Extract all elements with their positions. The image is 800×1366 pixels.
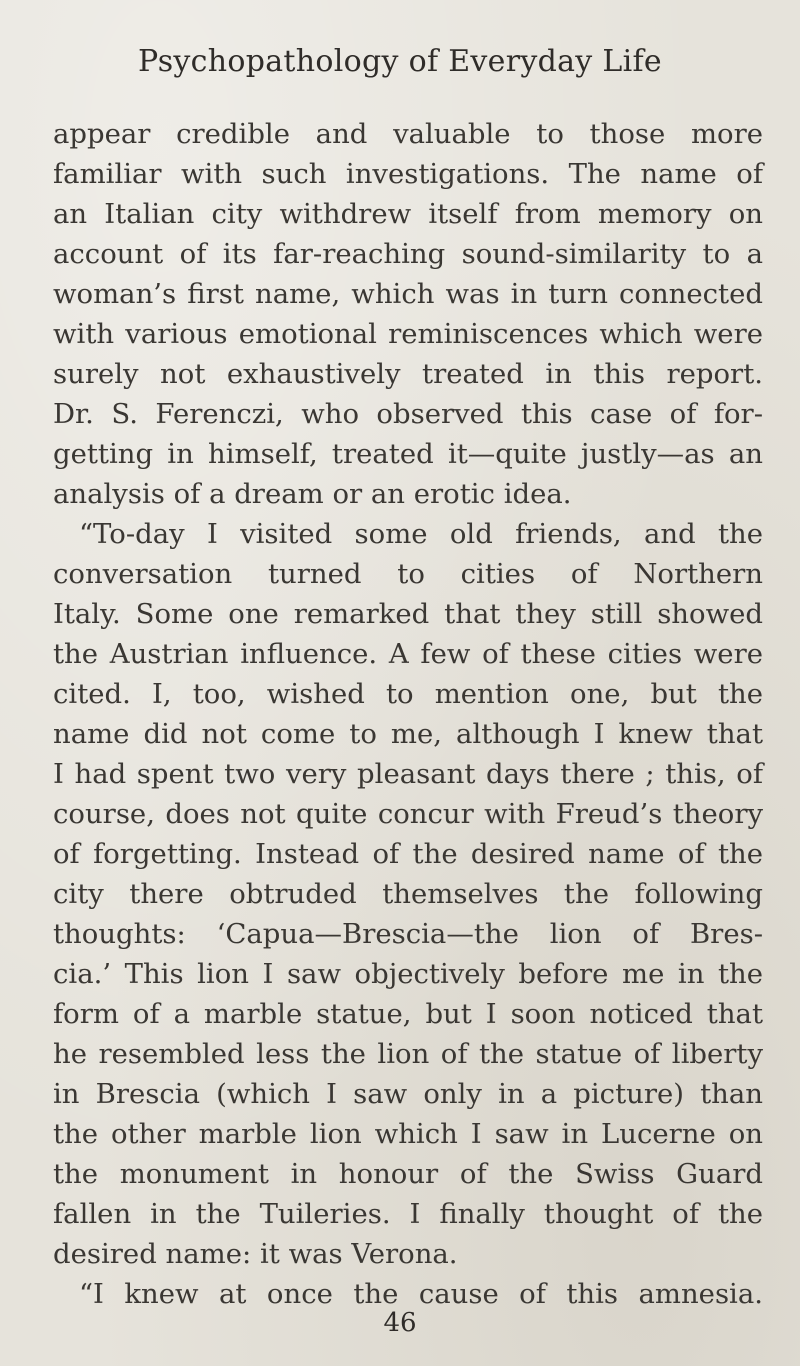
text-line: with various emotional reminiscences which were	[53, 318, 763, 350]
text-line: fallen in the Tuileries. I finally thought of the	[53, 1198, 763, 1230]
text-line: thoughts: ‘Capua—Brescia—the lion of Bres-	[53, 918, 763, 950]
text-line: city there obtruded themselves the following	[53, 878, 763, 910]
text-line: the other marble lion which I saw in Lucerne on	[53, 1118, 763, 1150]
text-line: conversation turned to cities of Northern	[53, 558, 763, 590]
text-line: cia.’ This lion I saw objectively before me in the	[53, 958, 763, 990]
text-line: course, does not quite concur with Freud’s theory	[53, 798, 763, 830]
text-line: in Brescia (which I saw only in a picture) than	[53, 1078, 763, 1110]
text-line: an Italian city withdrew itself from memory on	[53, 198, 763, 230]
text-line: I had spent two very pleasant days there ; this, of	[53, 758, 763, 790]
text-line: form of a marble statue, but I soon noticed that	[53, 998, 763, 1030]
text-line: appear credible and valuable to those more	[53, 118, 763, 150]
text-line: Dr. S. Ferenczi, who observed this case of for-	[53, 398, 763, 430]
text-line: name did not come to me, although I knew that	[53, 718, 763, 750]
text-line: of forgetting. Instead of the desired name of the	[53, 838, 763, 870]
text-line: surely not exhaustively treated in this report.	[53, 358, 763, 390]
text-line: “I knew at once the cause of this amnesia.	[79, 1278, 763, 1310]
text-line: the Austrian influence. A few of these cities were	[53, 638, 763, 670]
text-line: Italy. Some one remarked that they still showed	[53, 598, 763, 630]
text-line: cited. I, too, wished to mention one, but the	[53, 678, 763, 710]
text-line: getting in himself, treated it—quite justly—as an	[53, 438, 763, 470]
text-line: “To-day I visited some old friends, and the	[79, 518, 763, 550]
text-line: he resembled less the lion of the statue of liberty	[53, 1038, 763, 1070]
text-line: desired name: it was Verona.	[53, 1238, 458, 1270]
text-line: familiar with such investigations. The name of	[53, 158, 763, 190]
body-text	[53, 114, 763, 1314]
text-line: woman’s first name, which was in turn connected	[53, 278, 763, 310]
text-line: analysis of a dream or an erotic idea.	[53, 478, 572, 510]
text-line: account of its far-reaching sound-similarity to a	[53, 238, 763, 270]
running-head: Psychopathology of Everyday Life	[138, 44, 662, 79]
page-number: 46	[383, 1308, 417, 1338]
text-line: the monument in honour of the Swiss Guard	[53, 1158, 763, 1190]
